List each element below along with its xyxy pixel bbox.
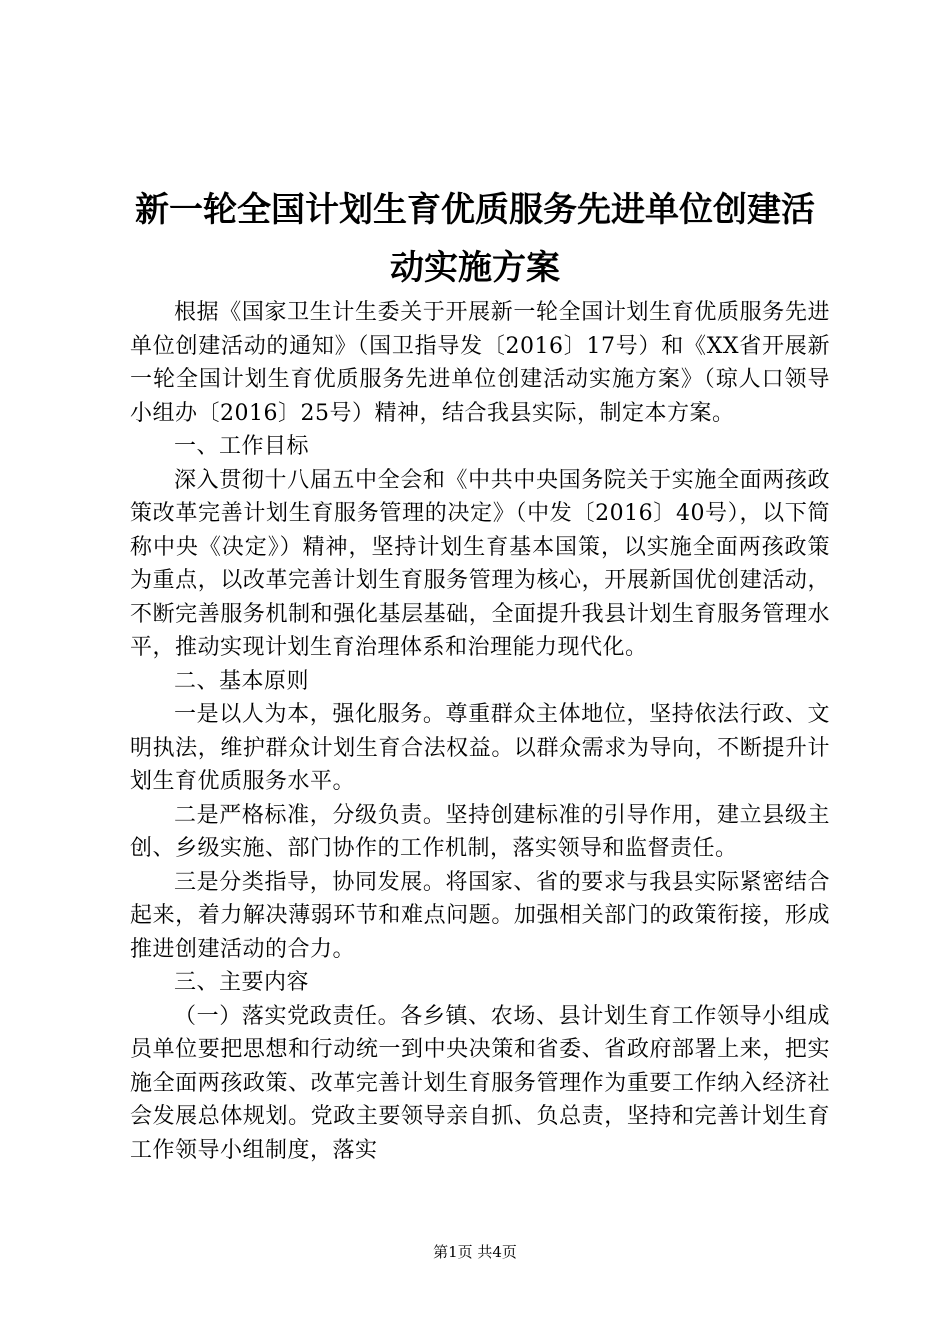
paragraph-work-goals: 深入贯彻十八届五中全会和《中共中央国务院关于实施全面两孩政策改革完善计划生育服务管理的决定》（中发〔2016〕40号），以下简称中央《决定》）精神，坚持计划生育基本国策，以实施全面两孩政策为重点，以改革完善计划生育服务管理为核心，开展新国优创建活动，不断完善服务机制和强化基层基础，全面提升我县计划生育服务管理水平，推动实现计划生育治理体系和治理能力现代化。 [130, 467, 830, 660]
section-heading-work-goals: 一、工作目标 [174, 434, 310, 459]
document-body [130, 296, 830, 1167]
paragraph-main-content-1: （一）落实党政责任。各乡镇、农场、县计划生育工作领导小组成员单位要把思想和行动统一到中央决策和省委、省政府部署上来，把实施全面两孩政策、改革完善计划生育服务管理作为重要工作纳入经济社会发展总体规划。党政主要领导亲自抓、负总责，坚持和完善计划生育工作领导小组制度，落实 [130, 1003, 830, 1163]
document-title-line-2: 动实施方案 [390, 248, 560, 288]
paragraph-intro: 根据《国家卫生计生委关于开展新一轮全国计划生育优质服务先进单位创建活动的通知》（国卫指导发〔2016〕17号）和《XX省开展新一轮全国计划生育优质服务先进单位创建活动实施方案》（琼人口领导小组办〔2016〕25号）精神，结合我县实际，制定本方案。 [130, 300, 830, 426]
paragraph-principle-2: 二是严格标准，分级负责。坚持创建标准的引导作用，建立县级主创、乡级实施、部门协作的工作机制，落实领导和监督责任。 [130, 802, 830, 861]
section-heading-main-content: 三、主要内容 [174, 970, 310, 995]
paragraph-principle-3: 三是分类指导，协同发展。将国家、省的要求与我县实际紧密结合起来，着力解决薄弱环节和难点问题。加强相关部门的政策衔接，形成推进创建活动的合力。 [130, 869, 830, 962]
page-footer: 第1页 共4页 [433, 1243, 517, 1261]
paragraph-principle-1: 一是以人为本，强化服务。尊重群众主体地位，坚持依法行政、文明执法，维护群众计划生育合法权益。以群众需求为导向，不断提升计划生育优质服务水平。 [130, 702, 830, 794]
document-title-line-1: 新一轮全国计划生育优质服务先进单位创建活 [135, 190, 815, 230]
section-heading-basic-principles: 二、基本原则 [174, 668, 310, 694]
